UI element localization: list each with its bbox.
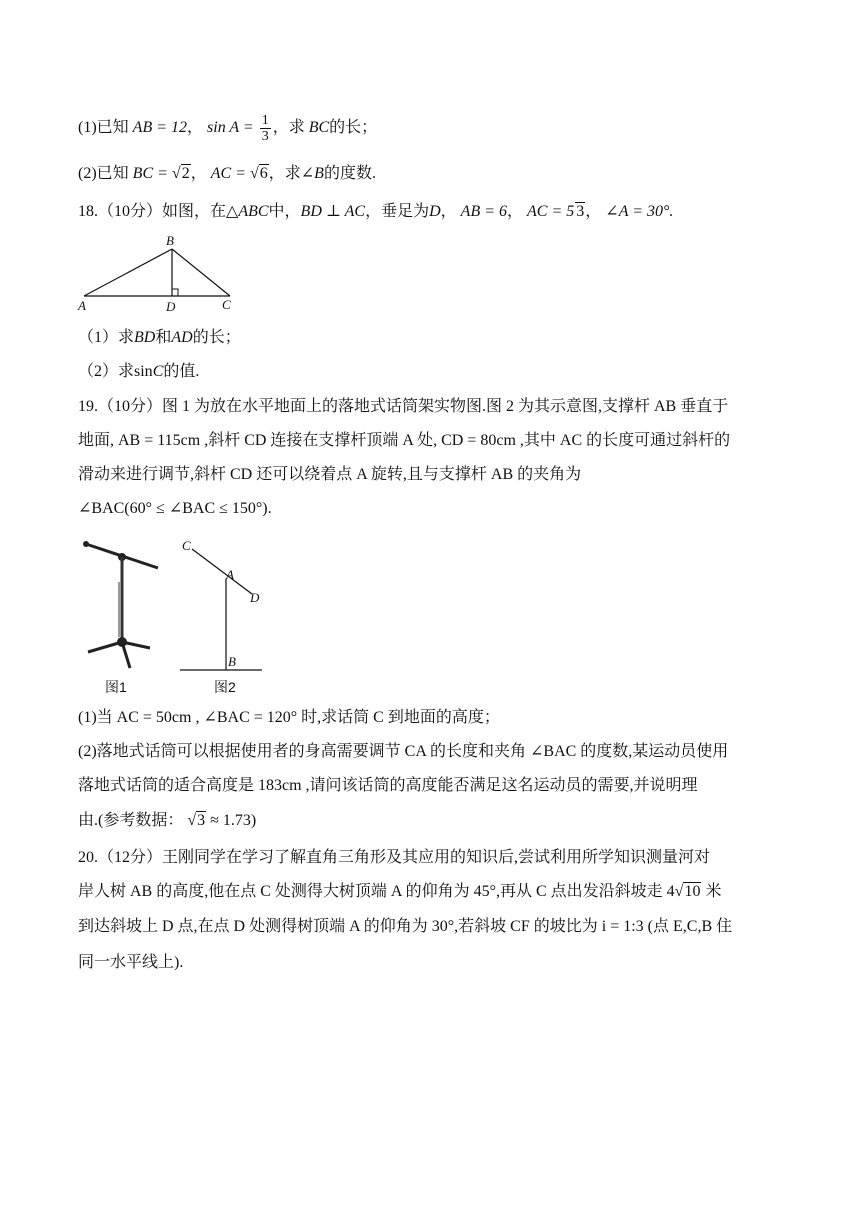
q18-sub1: （1）求BD和AD的长； xyxy=(78,329,241,346)
q19-line4: ∠BAC(60° ≤ ∠BAC ≤ 150°). xyxy=(78,500,272,517)
q20-line1: 20.（12分）王刚同学在学习了解直角三角形及其应用的知识后,尝试利用所学知识测量河对 xyxy=(78,849,711,866)
label-a: A xyxy=(78,298,86,313)
q18-sub2: （2）求sinC的值. xyxy=(78,363,200,380)
stand-diagram-figure xyxy=(170,532,270,672)
q20-line3: 到达斜坡上 D 点,在点 D 处测得树顶端 A 的仰角为 30°,若斜坡 CF 的坡比为 i = 1:3 (点 E,C,B 住 xyxy=(78,918,733,935)
fraction-one-third: $\frac{1}{3}$ xyxy=(261,113,269,144)
q19-sub1: (1)当 AC = 50cm , ∠BAC = 120° 时,求话筒 C 到地面的高度； xyxy=(78,709,500,726)
label-a2: A xyxy=(226,567,234,582)
q20-line2: 岸人树 AB 的高度,他在点 C 处测得大树顶端 A 的仰角为 45°,再从 C 点出发沿斜坡走 4√10 米 xyxy=(78,883,722,900)
label-c: C xyxy=(222,297,231,312)
q17-part1: (1)已知 AB = 12， sin A = $\frac{1}{3}$ ，求 BC的长； xyxy=(78,113,378,144)
q20-line4: 同一水平线上). xyxy=(78,954,184,971)
q19-line3: 滑动来进行调节,斜杆 CD 还可以绕着点 A 旋转,且与支撑杆 AB 的夹角为 xyxy=(78,466,582,483)
sin-a-lhs: sin A = xyxy=(207,119,254,137)
figure2-caption: 图2 xyxy=(214,679,236,695)
triangle-abc-figure xyxy=(74,232,244,316)
label-b2: B xyxy=(228,654,236,669)
ab-equation: AB = 12 xyxy=(132,119,188,137)
figure1-caption: 图1 xyxy=(105,679,127,695)
q19-sub2-line1: (2)落地式话筒可以根据使用者的身高需要调节 CA 的长度和夹角 ∠BAC 的度数,某运动员使用 xyxy=(78,743,729,760)
label-b: B xyxy=(166,233,174,248)
q19-line1: 19.（10分）图 1 为放在水平地面上的落地式话筒架实物图.图 2 为其示意图,支撑杆 AB 垂直于 xyxy=(78,398,729,415)
q19-line2: 地面, AB = 115cm ,斜杆 CD 连接在支撑杆顶端 A 处, CD = 80cm ,其中 AC 的长度可通过斜杆的 xyxy=(78,432,731,449)
microphone-stand-photo xyxy=(78,532,166,672)
q18-header: 18.（10分）如图，在△ABC中，BD ⊥ AC，垂足为D， AB = 6， AC = 5 3， ∠A = 30°. xyxy=(78,203,674,220)
q17-part2: (2)已知 BC = √2， AC = √6，求∠B的度数. xyxy=(78,165,376,182)
label-d2: D xyxy=(250,590,260,605)
sqrt-symbol: √ xyxy=(171,165,181,182)
label-c2: C xyxy=(182,538,191,553)
label-d: D xyxy=(166,299,176,314)
q19-sub2-line2: 落地式话筒的适合高度是 183cm ,请问该话筒的高度能否满足这名运动员的需要,并说明理 xyxy=(78,777,698,794)
q19-sub2-line3: 由.(参考数据： √3 ≈ 1.73) xyxy=(78,812,257,829)
